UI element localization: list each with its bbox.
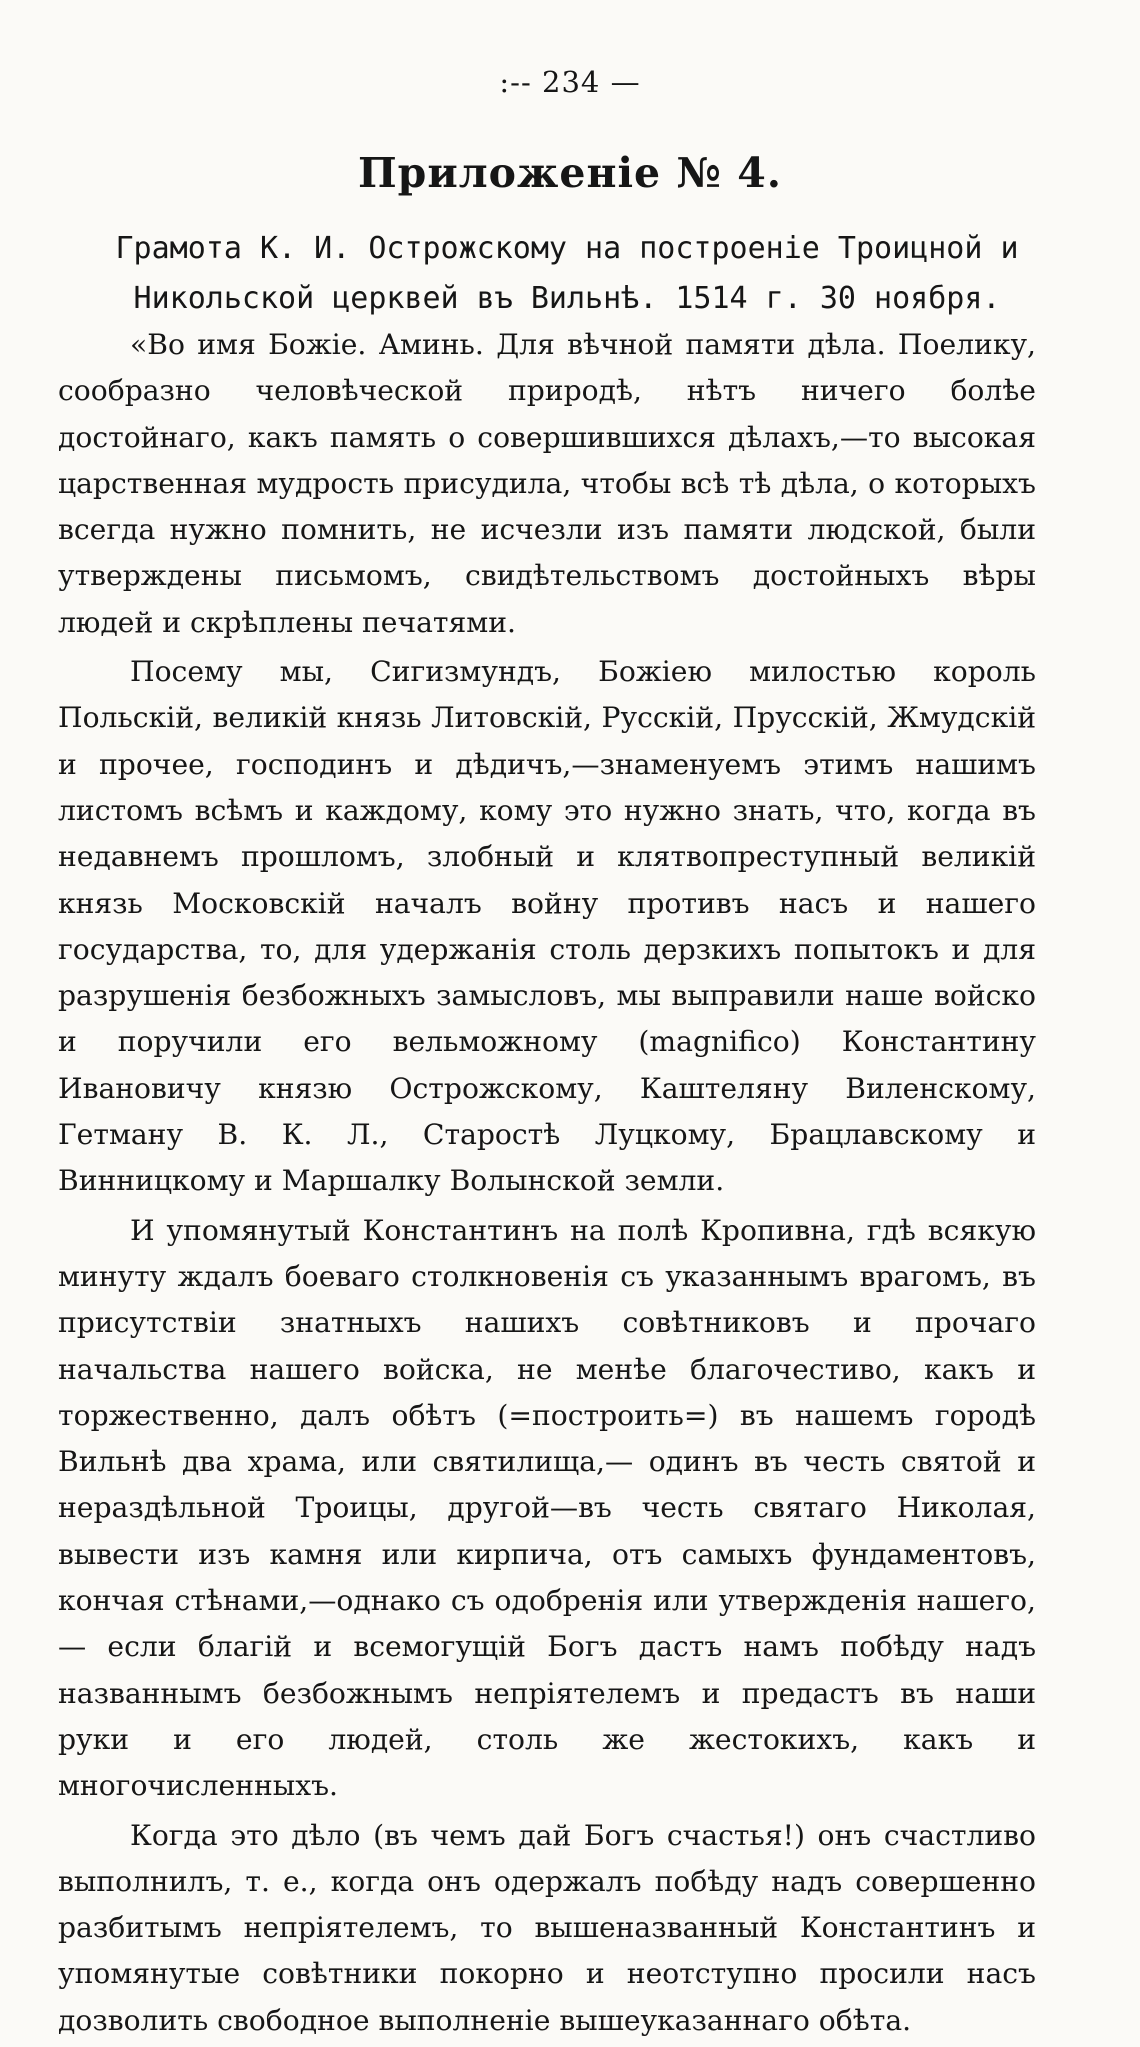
paragraph-1: «Во имя Божіе. Аминь. Для вѣчной памяти дѣла. Поелику, сообразно человѣческой природѣ, нѣтъ ничего болѣе достойнаго, какъ память о совершившихся дѣлахъ,—то высокая царственная мудрость присудила, чтобы всѣ тѣ дѣла, о которыхъ всегда нужно помнить, не исчезли изъ памяти людской, были утверждены письмомъ, свидѣтельствомъ достойныхъ вѣры людей и скрѣплены печатями. — [58, 328, 1036, 639]
paragraph-3: И упомянутый Константинъ на полѣ Кропивна, гдѣ всякую минуту ждалъ боеваго столкновенія съ указаннымъ врагомъ, въ присутствіи знатныхъ нашихъ совѣтниковъ и прочаго начальства нашего войска, не менѣе благочестиво, какъ и торжественно, далъ обѣтъ (=построить=) въ нашемъ городѣ Вильнѣ два храма, или святилища,— одинъ въ честь святой и нераздѣльной Троицы, другой—въ честь святаго Николая, вывести изъ камня или кирпича, отъ самыхъ фундаментовъ, кончая стѣнами,—однако съ одобренія или утвержденія нашего,— если благій и всемогущій Богъ дастъ намъ побѣду надъ названнымъ безбожнымъ непріятелемъ и предастъ въ наши руки и его людей, столь же жестокихъ, какъ и многочисленныхъ. — [58, 1213, 1036, 1803]
appendix-heading: Приложеніе № 4. — [357, 149, 783, 197]
charter-body — [58, 322, 1036, 2047]
page-number: :-- 234 — — [499, 65, 641, 99]
paragraph-4: Когда это дѣло (въ чемъ дай Богъ счастья!) онъ счастливо выполнилъ, т. е., когда онъ одержалъ побѣду надъ совершенно разбитымъ непріятелемъ, то вышеназванный Константинъ и упомянутые совѣтники покорно и неотступно просили насъ дозволить свободное выполненіе вышеуказаннаго обѣта. — [58, 1818, 1036, 2037]
paragraph-2: Посему мы, Сигизмундъ, Божіею милостью король Польскій, великій князь Литовскій, Русскій, Прусскій, Жмудскій и прочее, господинъ и дѣдичъ,—знаменуемъ этимъ нашимъ листомъ всѣмъ и каждому, кому это нужно знать, что, когда въ недавнемъ прошломъ, злобный и клятвопреступный великій князь Московскій началъ войну противъ насъ и нашего государства, то, для удержанія столь дерзкихъ попытокъ и для разрушенія безбожныхъ замысловъ, мы выправили наше войско и поручили его вельможному (magnifico) Константину Ивановичу князю Острожскому, Каштеляну Виленскому, Гетману В. К. Л., Старостѣ Луцкому, Брацлавскому и Винницкому и Маршалку Волынской земли. — [58, 655, 1036, 1198]
charter-title: Грамота К. И. Острожскому на построеніе Троицной и Никольской церквей въ Вильнѣ. 1514 г. 30 ноября. — [115, 231, 1019, 316]
